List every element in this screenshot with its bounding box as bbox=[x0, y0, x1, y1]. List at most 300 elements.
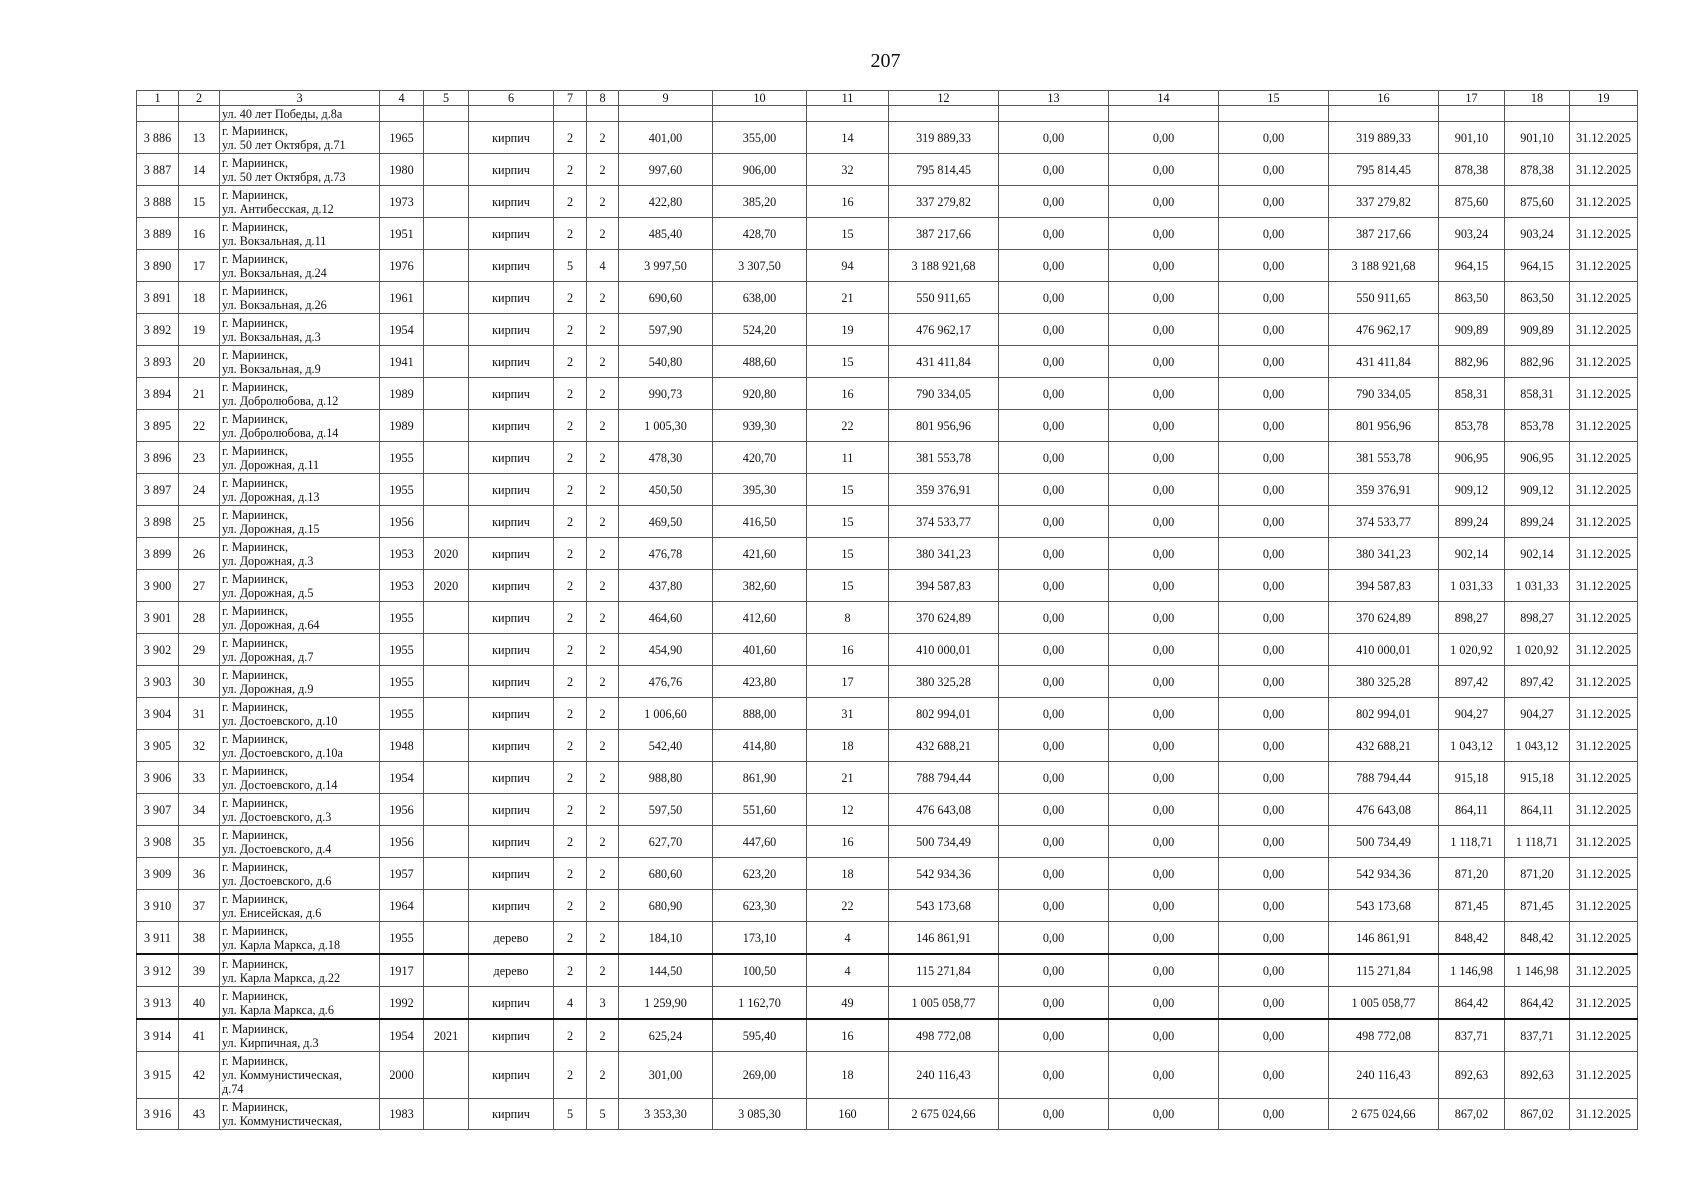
cell-wall: кирпич bbox=[469, 378, 554, 410]
cell-renov bbox=[424, 826, 469, 858]
table-row bbox=[137, 538, 1638, 570]
cell-c17: 1 118,71 bbox=[1439, 826, 1505, 858]
cell-area_res: 638,00 bbox=[713, 282, 807, 314]
cell-cost: 359 376,91 bbox=[889, 474, 999, 506]
cell-renov bbox=[424, 346, 469, 378]
cell-area_total: 3 353,30 bbox=[619, 1099, 713, 1130]
cell-c14: 0,00 bbox=[1109, 922, 1219, 955]
cell-c18: 902,14 bbox=[1505, 538, 1570, 570]
address-line: г. Мариинск, bbox=[222, 699, 289, 714]
address-line: г. Мариинск, bbox=[222, 1100, 289, 1114]
cell-wall: кирпич bbox=[469, 762, 554, 794]
cell-residents: 19 bbox=[807, 314, 889, 346]
cell-c16: 550 911,65 bbox=[1329, 282, 1439, 314]
cell-area_res: 395,30 bbox=[713, 474, 807, 506]
cell-year: 1954 bbox=[380, 1019, 424, 1052]
cell-floors: 2 bbox=[554, 890, 587, 922]
cell-area_res: 3 085,30 bbox=[713, 1099, 807, 1130]
cell-c13: 0,00 bbox=[999, 666, 1109, 698]
cell-c13: 0,00 bbox=[999, 730, 1109, 762]
cell-c18: 882,96 bbox=[1505, 346, 1570, 378]
cell-c15: 0,00 bbox=[1219, 538, 1329, 570]
cell-wall: кирпич bbox=[469, 1019, 554, 1052]
address-line: ул. Достоевского, д.14 bbox=[222, 777, 338, 792]
table-row bbox=[137, 186, 1638, 218]
cell-c14: 0,00 bbox=[1109, 570, 1219, 602]
cell-cost: 370 624,89 bbox=[889, 602, 999, 634]
address-cell bbox=[220, 442, 380, 474]
cell-year: 1953 bbox=[380, 538, 424, 570]
cell-residents: 4 bbox=[807, 922, 889, 955]
cell-entr: 2 bbox=[587, 698, 619, 730]
cell-c15: 0,00 bbox=[1219, 218, 1329, 250]
cell-year: 1973 bbox=[380, 186, 424, 218]
cell-area_total: 1 006,60 bbox=[619, 698, 713, 730]
column-number-cell: 9 bbox=[619, 91, 713, 106]
cell-date: 31.12.2025 bbox=[1570, 602, 1638, 634]
cell-residents: 11 bbox=[807, 442, 889, 474]
cell-id: 3 904 bbox=[137, 698, 179, 730]
cell-c16: 788 794,44 bbox=[1329, 762, 1439, 794]
cell-floors: 2 bbox=[554, 378, 587, 410]
address-line: г. Мариинск, bbox=[222, 155, 289, 170]
cell-residents: 16 bbox=[807, 186, 889, 218]
cell-c17: 906,95 bbox=[1439, 442, 1505, 474]
table-row bbox=[137, 987, 1638, 1020]
address-cell bbox=[220, 794, 380, 826]
cell-year: 1955 bbox=[380, 634, 424, 666]
cell-cost: 240 116,43 bbox=[889, 1052, 999, 1099]
cell-id: 3 916 bbox=[137, 1099, 179, 1130]
cell-year: 1989 bbox=[380, 378, 424, 410]
cell-area_total: 990,73 bbox=[619, 378, 713, 410]
address-line: ул. Вокзальная, д.26 bbox=[222, 297, 327, 312]
cell-area_total: 542,40 bbox=[619, 730, 713, 762]
address-line: г. Мариинск, bbox=[222, 219, 289, 234]
cell-area_res: 420,70 bbox=[713, 442, 807, 474]
cell-c16: 801 956,96 bbox=[1329, 410, 1439, 442]
cell-residents: 22 bbox=[807, 410, 889, 442]
cell-c16: 790 334,05 bbox=[1329, 378, 1439, 410]
cell-c17: 909,12 bbox=[1439, 474, 1505, 506]
cell-c16: 394 587,83 bbox=[1329, 570, 1439, 602]
cell-c18: 871,45 bbox=[1505, 890, 1570, 922]
cell-id: 3 900 bbox=[137, 570, 179, 602]
table-row bbox=[137, 410, 1638, 442]
cell-date: 31.12.2025 bbox=[1570, 1099, 1638, 1130]
cell-wall: кирпич bbox=[469, 506, 554, 538]
cell-wall: кирпич bbox=[469, 698, 554, 730]
cell-n: 18 bbox=[179, 282, 220, 314]
cell-n: 33 bbox=[179, 762, 220, 794]
column-number-cell: 11 bbox=[807, 91, 889, 106]
cell-residents: 160 bbox=[807, 1099, 889, 1130]
address-line: г. Мариинск, bbox=[222, 988, 289, 1003]
cell-c14: 0,00 bbox=[1109, 122, 1219, 154]
cell-c16: 431 411,84 bbox=[1329, 346, 1439, 378]
table-row bbox=[137, 826, 1638, 858]
continuation-row bbox=[137, 106, 1638, 122]
cell-c14: 0,00 bbox=[1109, 474, 1219, 506]
cell-n: 35 bbox=[179, 826, 220, 858]
cell-c18: 853,78 bbox=[1505, 410, 1570, 442]
cell-floors: 2 bbox=[554, 954, 587, 987]
cell-renov bbox=[424, 1052, 469, 1099]
cell-c13: 0,00 bbox=[999, 1099, 1109, 1130]
cell-area_total: 464,60 bbox=[619, 602, 713, 634]
table-row bbox=[137, 698, 1638, 730]
address-line: г. Мариинск, bbox=[222, 827, 289, 842]
cell-id: 3 892 bbox=[137, 314, 179, 346]
cell-entr: 2 bbox=[587, 794, 619, 826]
table-row bbox=[137, 730, 1638, 762]
address-line: г. Мариинск, bbox=[222, 667, 289, 682]
cell-id: 3 909 bbox=[137, 858, 179, 890]
cell-c15: 0,00 bbox=[1219, 634, 1329, 666]
cell-c15: 0,00 bbox=[1219, 666, 1329, 698]
cell-c13: 0,00 bbox=[999, 314, 1109, 346]
cell-residents: 94 bbox=[807, 250, 889, 282]
address-line: г. Мариинск, bbox=[222, 1021, 289, 1036]
cell-year: 1953 bbox=[380, 570, 424, 602]
address-line: г. Мариинск, bbox=[222, 347, 289, 362]
cell-area_total: 437,80 bbox=[619, 570, 713, 602]
cell-cost: 543 173,68 bbox=[889, 890, 999, 922]
cell-year: 1955 bbox=[380, 666, 424, 698]
cell-cost: 380 341,23 bbox=[889, 538, 999, 570]
cell-c14: 0,00 bbox=[1109, 154, 1219, 186]
cell-area_total: 144,50 bbox=[619, 954, 713, 987]
cell-c14: 0,00 bbox=[1109, 730, 1219, 762]
column-number-cell: 10 bbox=[713, 91, 807, 106]
cell-n: 40 bbox=[179, 987, 220, 1020]
cell-c13: 0,00 bbox=[999, 538, 1109, 570]
cell-floors: 5 bbox=[554, 250, 587, 282]
cell-area_res: 100,50 bbox=[713, 954, 807, 987]
cell-year: 1955 bbox=[380, 442, 424, 474]
cell-c17: 1 043,12 bbox=[1439, 730, 1505, 762]
cell-residents: 15 bbox=[807, 474, 889, 506]
address-line: ул. Достоевского, д.6 bbox=[222, 873, 332, 888]
cell-area_res: 551,60 bbox=[713, 794, 807, 826]
cell-cost: 1 005 058,77 bbox=[889, 987, 999, 1020]
cell-entr: 2 bbox=[587, 378, 619, 410]
address-cell bbox=[220, 378, 380, 410]
cell-c15: 0,00 bbox=[1219, 730, 1329, 762]
cell-area_total: 301,00 bbox=[619, 1052, 713, 1099]
cell-n: 15 bbox=[179, 186, 220, 218]
cell-wall: кирпич bbox=[469, 890, 554, 922]
cell-renov bbox=[424, 890, 469, 922]
cell-date: 31.12.2025 bbox=[1570, 1019, 1638, 1052]
cell-year: 2000 bbox=[380, 1052, 424, 1099]
cell-c16: 370 624,89 bbox=[1329, 602, 1439, 634]
table-row bbox=[137, 218, 1638, 250]
table-row bbox=[137, 954, 1638, 987]
cell-id: 3 911 bbox=[137, 922, 179, 955]
cell-c16: 3 188 921,68 bbox=[1329, 250, 1439, 282]
address-cell bbox=[220, 250, 380, 282]
cell-date: 31.12.2025 bbox=[1570, 1052, 1638, 1099]
address-cell bbox=[220, 346, 380, 378]
cell-area_res: 920,80 bbox=[713, 378, 807, 410]
address-cell bbox=[220, 858, 380, 890]
cell-n: 43 bbox=[179, 1099, 220, 1130]
cell-n: 36 bbox=[179, 858, 220, 890]
cell-date: 31.12.2025 bbox=[1570, 666, 1638, 698]
table-row bbox=[137, 314, 1638, 346]
cell bbox=[179, 106, 220, 122]
cell-c13: 0,00 bbox=[999, 602, 1109, 634]
cell-cost: 380 325,28 bbox=[889, 666, 999, 698]
address-line: ул. Коммунистическая, bbox=[222, 1114, 342, 1128]
cell-entr: 2 bbox=[587, 666, 619, 698]
cell-c17: 909,89 bbox=[1439, 314, 1505, 346]
cell-entr: 5 bbox=[587, 1099, 619, 1130]
cell-area_res: 488,60 bbox=[713, 346, 807, 378]
cell-floors: 2 bbox=[554, 474, 587, 506]
cell-c17: 858,31 bbox=[1439, 378, 1505, 410]
cell-entr: 2 bbox=[587, 314, 619, 346]
cell-c18: 837,71 bbox=[1505, 1019, 1570, 1052]
cell-cost: 476 962,17 bbox=[889, 314, 999, 346]
table-row bbox=[137, 250, 1638, 282]
cell-area_res: 3 307,50 bbox=[713, 250, 807, 282]
cell-c16: 380 325,28 bbox=[1329, 666, 1439, 698]
cell-c13: 0,00 bbox=[999, 826, 1109, 858]
address-line: ул. Антибесская, д.12 bbox=[222, 201, 334, 216]
cell-residents: 14 bbox=[807, 122, 889, 154]
address-line: ул. Дорожная, д.7 bbox=[222, 649, 314, 664]
address-cell bbox=[220, 314, 380, 346]
table-row bbox=[137, 122, 1638, 154]
cell-date: 31.12.2025 bbox=[1570, 890, 1638, 922]
cell-id: 3 886 bbox=[137, 122, 179, 154]
cell-c15: 0,00 bbox=[1219, 442, 1329, 474]
column-number-cell: 6 bbox=[469, 91, 554, 106]
cell-floors: 2 bbox=[554, 858, 587, 890]
cell-cost: 319 889,33 bbox=[889, 122, 999, 154]
cell-c18: 864,42 bbox=[1505, 987, 1570, 1020]
cell bbox=[137, 106, 179, 122]
cell-c18: 878,38 bbox=[1505, 154, 1570, 186]
cell-id: 3 889 bbox=[137, 218, 179, 250]
cell-c18: 1 043,12 bbox=[1505, 730, 1570, 762]
cell-c16: 802 994,01 bbox=[1329, 698, 1439, 730]
cell-area_res: 412,60 bbox=[713, 602, 807, 634]
address-cell bbox=[220, 1019, 380, 1052]
table-row bbox=[137, 378, 1638, 410]
cell-area_res: 888,00 bbox=[713, 698, 807, 730]
cell-date: 31.12.2025 bbox=[1570, 122, 1638, 154]
table-row bbox=[137, 1019, 1638, 1052]
cell-date: 31.12.2025 bbox=[1570, 826, 1638, 858]
cell-date: 31.12.2025 bbox=[1570, 218, 1638, 250]
cell-n: 25 bbox=[179, 506, 220, 538]
cell-renov: 2020 bbox=[424, 538, 469, 570]
cell-floors: 2 bbox=[554, 826, 587, 858]
cell bbox=[889, 106, 999, 122]
cell-c13: 0,00 bbox=[999, 1019, 1109, 1052]
address-line: г. Мариинск, bbox=[222, 603, 289, 618]
address-line: ул. Дорожная, д.5 bbox=[222, 585, 314, 600]
address-cell bbox=[220, 570, 380, 602]
cell-wall: кирпич bbox=[469, 987, 554, 1020]
cell-cost: 431 411,84 bbox=[889, 346, 999, 378]
cell bbox=[713, 106, 807, 122]
address-line: г. Мариинск, bbox=[222, 956, 289, 971]
cell-wall: кирпич bbox=[469, 794, 554, 826]
cell-c16: 381 553,78 bbox=[1329, 442, 1439, 474]
cell bbox=[1439, 106, 1505, 122]
cell-id: 3 899 bbox=[137, 538, 179, 570]
cell-area_res: 447,60 bbox=[713, 826, 807, 858]
address-cell bbox=[220, 506, 380, 538]
cell-residents: 17 bbox=[807, 666, 889, 698]
cell-cost: 790 334,05 bbox=[889, 378, 999, 410]
cell-floors: 2 bbox=[554, 506, 587, 538]
cell-year: 1961 bbox=[380, 282, 424, 314]
cell-wall: кирпич bbox=[469, 250, 554, 282]
table-row bbox=[137, 154, 1638, 186]
cell-cost: 146 861,91 bbox=[889, 922, 999, 955]
address-line: ул. Достоевского, д.4 bbox=[222, 841, 332, 856]
address-cell bbox=[220, 922, 380, 955]
cell-c16: 2 675 024,66 bbox=[1329, 1099, 1439, 1130]
cell-id: 3 903 bbox=[137, 666, 179, 698]
cell-date: 31.12.2025 bbox=[1570, 634, 1638, 666]
address-line: ул. Дорожная, д.11 bbox=[222, 457, 320, 472]
cell-c13: 0,00 bbox=[999, 954, 1109, 987]
cell-entr: 2 bbox=[587, 890, 619, 922]
cell-c15: 0,00 bbox=[1219, 410, 1329, 442]
cell-area_res: 414,80 bbox=[713, 730, 807, 762]
cell-year: 1976 bbox=[380, 250, 424, 282]
cell-c13: 0,00 bbox=[999, 282, 1109, 314]
cell-id: 3 896 bbox=[137, 442, 179, 474]
cell-id: 3 907 bbox=[137, 794, 179, 826]
table-row bbox=[137, 858, 1638, 890]
cell-c14: 0,00 bbox=[1109, 346, 1219, 378]
cell bbox=[1570, 106, 1638, 122]
cell-entr: 2 bbox=[587, 154, 619, 186]
cell-wall: кирпич bbox=[469, 570, 554, 602]
address-line: г. Мариинск, bbox=[222, 187, 289, 202]
cell-c15: 0,00 bbox=[1219, 570, 1329, 602]
cell-residents: 12 bbox=[807, 794, 889, 826]
cell-floors: 2 bbox=[554, 122, 587, 154]
cell-renov bbox=[424, 987, 469, 1020]
address-cell bbox=[220, 1099, 380, 1130]
cell-cost: 550 911,65 bbox=[889, 282, 999, 314]
column-number-cell: 17 bbox=[1439, 91, 1505, 106]
cell-area_total: 680,60 bbox=[619, 858, 713, 890]
cell-id: 3 897 bbox=[137, 474, 179, 506]
cell-c18: 864,11 bbox=[1505, 794, 1570, 826]
column-number-cell: 14 bbox=[1109, 91, 1219, 106]
cell-entr: 2 bbox=[587, 410, 619, 442]
cell-n: 30 bbox=[179, 666, 220, 698]
cell-cost: 381 553,78 bbox=[889, 442, 999, 474]
address-line: г. Мариинск, bbox=[222, 251, 289, 266]
cell-area_res: 401,60 bbox=[713, 634, 807, 666]
address-cell bbox=[220, 602, 380, 634]
cell-renov bbox=[424, 218, 469, 250]
cell-date: 31.12.2025 bbox=[1570, 154, 1638, 186]
cell-c14: 0,00 bbox=[1109, 698, 1219, 730]
cell-entr: 2 bbox=[587, 922, 619, 955]
cell-year: 1954 bbox=[380, 314, 424, 346]
cell-c17: 864,42 bbox=[1439, 987, 1505, 1020]
cell-c16: 1 005 058,77 bbox=[1329, 987, 1439, 1020]
address-line: г. Мариинск, bbox=[222, 507, 289, 522]
cell-c18: 1 146,98 bbox=[1505, 954, 1570, 987]
cell-area_total: 1 005,30 bbox=[619, 410, 713, 442]
cell-renov bbox=[424, 730, 469, 762]
address-line: ул. Добролюбова, д.12 bbox=[222, 393, 339, 408]
cell-c14: 0,00 bbox=[1109, 538, 1219, 570]
cell-c15: 0,00 bbox=[1219, 954, 1329, 987]
cell-residents: 31 bbox=[807, 698, 889, 730]
address-cell bbox=[220, 410, 380, 442]
cell-floors: 2 bbox=[554, 346, 587, 378]
cell-residents: 15 bbox=[807, 346, 889, 378]
cell-c16: 500 734,49 bbox=[1329, 826, 1439, 858]
cell-c18: 871,20 bbox=[1505, 858, 1570, 890]
address-line: г. Мариинск, bbox=[222, 763, 289, 778]
address-line: г. Мариинск, bbox=[222, 123, 289, 138]
cell-c15: 0,00 bbox=[1219, 826, 1329, 858]
cell-floors: 2 bbox=[554, 1052, 587, 1099]
cell-c14: 0,00 bbox=[1109, 410, 1219, 442]
cell-c17: 871,45 bbox=[1439, 890, 1505, 922]
cell-residents: 21 bbox=[807, 282, 889, 314]
address-cell bbox=[220, 538, 380, 570]
cell-renov bbox=[424, 378, 469, 410]
cell-c18: 858,31 bbox=[1505, 378, 1570, 410]
address-cell bbox=[220, 826, 380, 858]
cell-residents: 18 bbox=[807, 730, 889, 762]
address-line: ул. Достоевского, д.3 bbox=[222, 809, 332, 824]
address-line: ул. Дорожная, д.3 bbox=[222, 553, 314, 568]
cell-cost: 802 994,01 bbox=[889, 698, 999, 730]
cell-cost: 498 772,08 bbox=[889, 1019, 999, 1052]
cell-c15: 0,00 bbox=[1219, 1099, 1329, 1130]
cell bbox=[619, 106, 713, 122]
column-number-cell: 3 bbox=[220, 91, 380, 106]
cell-area_total: 469,50 bbox=[619, 506, 713, 538]
cell-floors: 2 bbox=[554, 602, 587, 634]
table-row bbox=[137, 1052, 1638, 1099]
cell-floors: 4 bbox=[554, 987, 587, 1020]
cell-residents: 16 bbox=[807, 634, 889, 666]
address-line: г. Мариинск, bbox=[222, 315, 289, 330]
address-cell bbox=[220, 154, 380, 186]
address-line: г. Мариинск, bbox=[222, 635, 289, 650]
cell-n: 29 bbox=[179, 634, 220, 666]
cell-cost: 337 279,82 bbox=[889, 186, 999, 218]
address-line: ул. Енисейская, д.6 bbox=[222, 905, 322, 920]
cell-year: 1956 bbox=[380, 826, 424, 858]
cell-entr: 2 bbox=[587, 1052, 619, 1099]
cell-floors: 2 bbox=[554, 762, 587, 794]
cell-area_res: 939,30 bbox=[713, 410, 807, 442]
cell-area_total: 476,78 bbox=[619, 538, 713, 570]
cell-c14: 0,00 bbox=[1109, 314, 1219, 346]
cell-c16: 476 962,17 bbox=[1329, 314, 1439, 346]
cell-c14: 0,00 bbox=[1109, 602, 1219, 634]
cell-c13: 0,00 bbox=[999, 570, 1109, 602]
